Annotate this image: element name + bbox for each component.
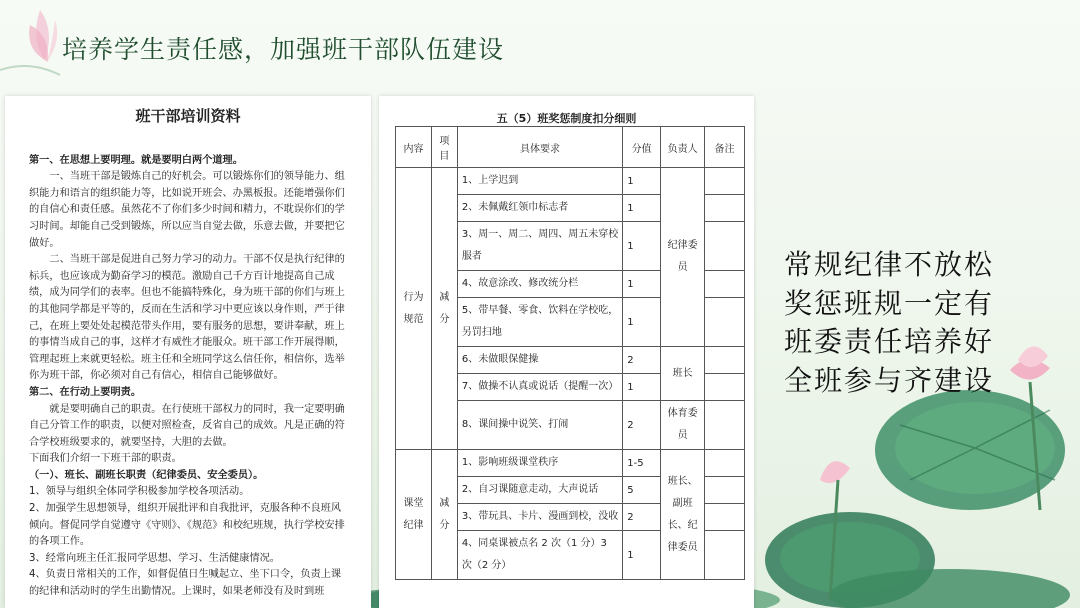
section-heading: 第一、在思想上要明理。就是要明白两个道理。 [29,154,243,166]
content-cell: 课堂纪律 [396,450,432,580]
header-responsible: 负责人 [661,127,705,168]
table-title: 五（5）班奖惩制度扣分细则 [496,112,637,125]
score-cell: 1 [623,271,661,298]
score-cell: 1-5 [623,450,661,477]
paragraph: 下面我们介绍一下班干部的职责。 [29,453,182,465]
slogan-line: 班委责任培养好 [784,325,995,358]
slogan-line: 常规纪律不放松 [784,248,995,281]
note-cell [705,504,745,531]
score-cell: 1 [623,168,661,195]
document-title: 班干部培训资料 [135,107,241,125]
requirement-cell: 4、同桌课被点名 2 次（1 分）3 次（2 分） [457,531,622,580]
paragraph: 二、当班干部是促进自己努力学习的动力。干部不仅是执行纪律的标兵，也应该成为勤奋学习的模范。激励自己千方百计地提高自己成绩，成为同学们的表率。但也不能搞特殊化，身为班干部的你们与班上的其他同学都是平等的，反而在生活和学习中更应该以身作则，严于律己，在班上要处处起模范带头作用，要有服务的思想，要讲奉献，班上的事情当成自己的事，这样才有威性才能服众。班干部工作开展得顺，管理起班上来就更轻松。班主任和全班同学这么信任你，相信你，选举你为班干部，你必须对自己有信心，相信自己能够做好。 [29,254,345,382]
rules-table-document [379,96,754,608]
content-cell: 行为规范 [396,168,432,450]
rules-table [395,126,745,580]
requirement-cell: 8、课间操中说笑、打闹 [457,401,622,450]
project-cell: 减分 [431,450,457,580]
score-cell: 1 [623,195,661,222]
paragraph: 2、加强学生思想领导，组织开展批评和自我批评，克服各种不良班风倾向。督促同学自觉遵守《守则》、《规范》和校纪班规，执行学校安排的各项工作。 [29,503,345,548]
note-cell [705,271,745,298]
document-body [5,153,371,601]
score-cell: 2 [623,347,661,374]
responsible-cell: 班长 [661,347,705,401]
responsible-cell: 班长、副班长、纪律委员 [661,450,705,580]
score-cell: 1 [623,222,661,271]
score-cell: 1 [623,374,661,401]
paragraph: 1、领导与组织全体同学积极参加学校各项活动。 [29,486,250,498]
page-title: 培养学生责任感，加强班干部队伍建设 [62,35,505,64]
requirement-cell: 2、自习课随意走动，大声说话 [457,477,622,504]
responsible-cell: 纪律委员 [661,168,705,347]
section-heading: （一）、班长、副班长职责（纪律委员、安全委员）。 [29,469,264,481]
score-cell: 2 [623,401,661,450]
paragraph: 就是要明确自己的职责。在行使班干部权力的同时，我一定要明确自己分管工作的职责，以便对照检查，反省自己的成效。凡是正确的符合学校班级要求的，就要坚持，大胆的去做。 [29,403,345,448]
requirement-cell: 7、做操不认真或说话（提醒一次） [457,374,622,401]
header-requirement: 具体要求 [457,127,622,168]
note-cell [705,450,745,477]
slogan [784,246,994,400]
table-row [396,450,745,477]
paragraph: 3、经常向班主任汇报同学思想、学习、生活健康情况。 [29,552,280,564]
score-cell: 2 [623,504,661,531]
header-note: 备注 [705,127,745,168]
requirement-cell: 1、上学迟到 [457,168,622,195]
project-cell: 减分 [431,168,457,450]
note-cell [705,168,745,195]
score-cell: 5 [623,477,661,504]
header-score: 分值 [623,127,661,168]
requirement-cell: 4、故意涂改、修改统分栏 [457,271,622,298]
score-cell: 1 [623,531,661,580]
requirement-cell: 3、带玩具、卡片、漫画到校，没收 [457,504,622,531]
note-cell [705,477,745,504]
slogan-line: 全班参与齐建设 [784,363,995,397]
requirement-cell: 5、带早餐、零食、饮料在学校吃，另罚扫地 [457,298,622,347]
header-project: 项目 [431,127,457,168]
training-document [5,96,371,608]
slogan-line: 奖惩班规一定有 [784,286,995,320]
responsible-cell: 体育委员 [661,401,705,450]
note-cell [705,347,745,374]
score-cell: 1 [623,298,661,347]
requirement-cell: 1、影响班级课堂秩序 [457,450,622,477]
requirement-cell: 3、周一、周二、周四、周五未穿校服者 [457,222,622,271]
note-cell [705,298,745,347]
note-cell [705,401,745,450]
table-row [396,168,745,195]
note-cell [705,531,745,580]
requirement-cell: 6、未做眼保健操 [457,347,622,374]
paragraph: 一、当班干部是锻炼自己的好机会。可以锻炼你们的领导能力、组织能力和语言的组织能力等，比如说开班会、办黑板报。还能增强你们的自信心和责任感。虽然花不了你们多少时间和精力，不耽误你们的学习时间。却能自己受到锻炼，所以应当自觉去做，乐意去做，并要把它做好。 [29,171,345,249]
paragraph: 4、负责日常相关的工作，如督促值日生喊起立、坐下口令，负责上课的纪律和活动时的学生出勤情况。上课时，如果老师没有及时到班 [29,569,342,598]
note-cell [705,374,745,401]
requirement-cell: 2、未佩戴红领巾标志者 [457,195,622,222]
section-heading: 第二、在行动上要明责。 [29,386,142,398]
header-content: 内容 [396,127,432,168]
table-header-row [396,127,745,168]
note-cell [705,195,745,222]
note-cell [705,222,745,271]
